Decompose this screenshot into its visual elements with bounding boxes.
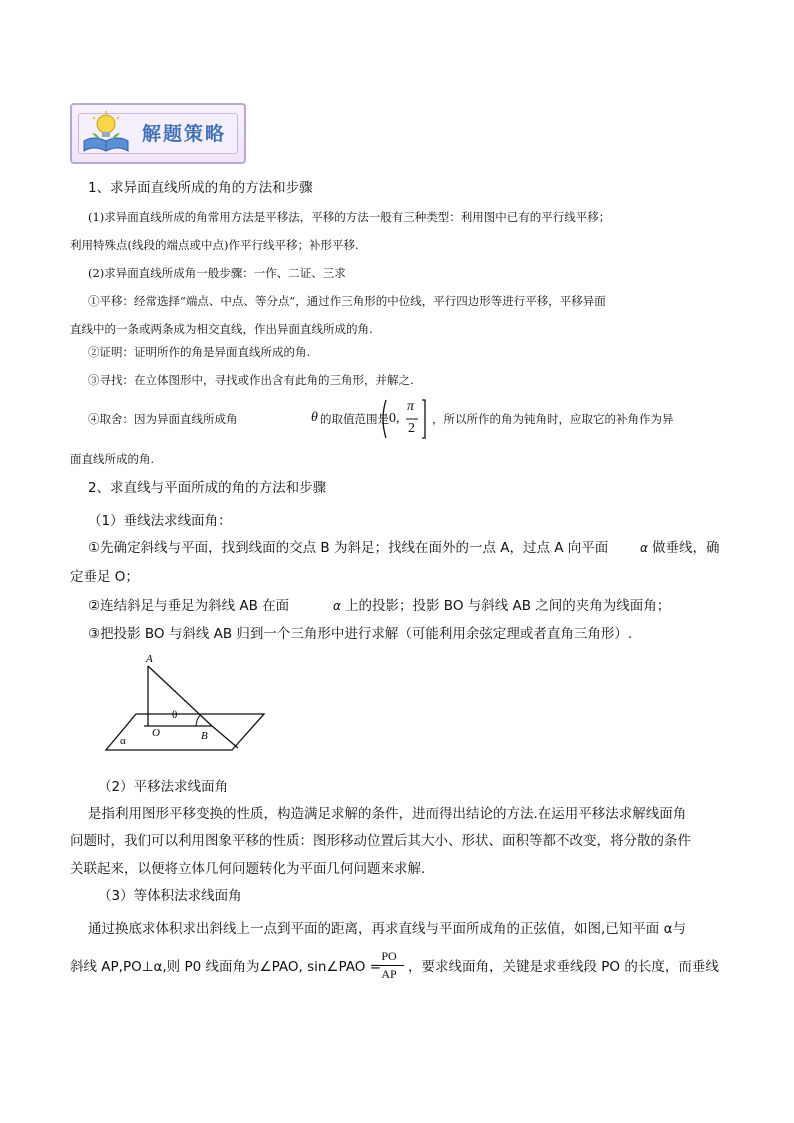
slant-line-extension bbox=[212, 726, 238, 748]
fraction-po-ap bbox=[374, 949, 404, 982]
label-alpha: α bbox=[120, 735, 126, 747]
sec1-p4: ②证明：证明所作的角是异面直线所成的角. bbox=[88, 345, 311, 359]
sec1-p3-line2: 直线中的一条或两条成为相交直线，作出异面直线所成的角. bbox=[70, 322, 373, 336]
method2-line1: 是指利用图形平移变换的性质，构造满足求解的条件，进而得出结论的方法.在运用平移法求解线面角 bbox=[88, 806, 687, 822]
sec1-p5: ③寻找：在立体图形中，寻找或作出含有此角的三角形，并解之. bbox=[88, 373, 414, 387]
method1-line1: ①先确定斜线与平面，找到线面的交点 B 为斜足；找线在面外的一点 A，过点 A 向平面 bbox=[88, 540, 609, 556]
sec1-p2: (2)求异面直线所成角一般步骤：一作、二证、三求 bbox=[88, 266, 346, 280]
interval-two: 2 bbox=[408, 421, 415, 436]
method1-line4: ③把投影 BO 与斜线 AB 归到一个三角形中进行求解（可能利用余弦定理或者直角三角形）. bbox=[88, 626, 633, 642]
sec1-p6-part-a: ④取舍：因为异面直线所成角 bbox=[88, 412, 238, 426]
plane-alpha bbox=[106, 714, 264, 750]
interval-zero: 0, bbox=[389, 411, 400, 426]
method2-title: （2）平移法求线面角 bbox=[98, 779, 229, 795]
sec1-p3-line1: ①平移：经常选择“端点、中点、等分点”，通过作三角形的中位线，平行四边形等进行平移，平移异面 bbox=[88, 294, 606, 308]
method1-line3-a: ②连结斜足与垂足为斜线 AB 在面 bbox=[88, 598, 290, 614]
label-O: O bbox=[152, 727, 160, 739]
method1-line1-end: 做垂线，确 bbox=[652, 540, 720, 556]
interval-pi: π bbox=[407, 399, 415, 414]
theta-symbol: θ bbox=[311, 410, 318, 425]
interval-brackets bbox=[378, 398, 430, 440]
slant-line-AB bbox=[148, 666, 212, 726]
sec1-heading: 1、求异面直线所成的角的方法和步骤 bbox=[88, 180, 313, 196]
sec1-p1-line1: (1)求异面直线所成的角常用方法是平移法，平移的方法一般有三种类型：利用图中已有的平行线平移； bbox=[88, 210, 611, 224]
method3-line2-a: 斜线 AP,PO⊥α,则 P0 线面角为∠PAO, sin∠PAO = bbox=[70, 959, 382, 975]
sec1-p6-part-c: ，所以所作的角为钝角时，应取它的补角作为异 bbox=[432, 412, 674, 426]
section-title: 解题策略 bbox=[142, 123, 227, 145]
method2-line3: 关联起来，以便将立体几何问题转化为平面几何问题来求解. bbox=[70, 861, 426, 877]
alpha-symbol: α bbox=[640, 541, 648, 555]
method3-title: （3）等体积法求线面角 bbox=[98, 888, 242, 904]
method1-title: （1）垂线法求线面角： bbox=[88, 513, 232, 529]
alpha-symbol-2: α bbox=[333, 599, 341, 613]
sec1-p6-line2: 面直线所成的角. bbox=[70, 452, 155, 466]
sec2-heading: 2、求直线与平面所成的角的方法和步骤 bbox=[88, 480, 327, 496]
line-plane-angle-figure bbox=[100, 646, 270, 758]
lightbulb-book-icon bbox=[80, 111, 132, 155]
label-B: B bbox=[201, 730, 208, 742]
method2-line2: 问题时，我们可以利用图象平移的性质：图形移动位置后其大小、形状、面积等都不改变，将分散的条件 bbox=[70, 833, 691, 849]
sec1-p6-part-b: 的取值范围是 bbox=[320, 412, 389, 426]
method1-line2: 定垂足 O； bbox=[70, 569, 139, 585]
label-theta: θ bbox=[172, 709, 178, 721]
section-header-box bbox=[70, 103, 246, 164]
sec1-p1-line2: 利用特殊点(线段的端点或中点)作平行线平移；补形平移. bbox=[70, 238, 359, 252]
label-A: A bbox=[146, 653, 153, 665]
fraction-denominator: AP bbox=[381, 967, 397, 981]
angle-arc bbox=[196, 715, 201, 726]
method3-line1: 通过换底求体积求出斜线上一点到平面的距离，再求直线与平面所成角的正弦值，如图,已知平面 α与 bbox=[88, 921, 686, 937]
fraction-numerator: PO bbox=[381, 949, 397, 963]
method3-line2-b: ，要求线面角，关键是求垂线段 PO 的长度，而垂线 bbox=[408, 959, 719, 975]
method1-line3-b: 上的投影；投影 BO 与斜线 AB 之间的夹角为线面角； bbox=[345, 598, 671, 614]
